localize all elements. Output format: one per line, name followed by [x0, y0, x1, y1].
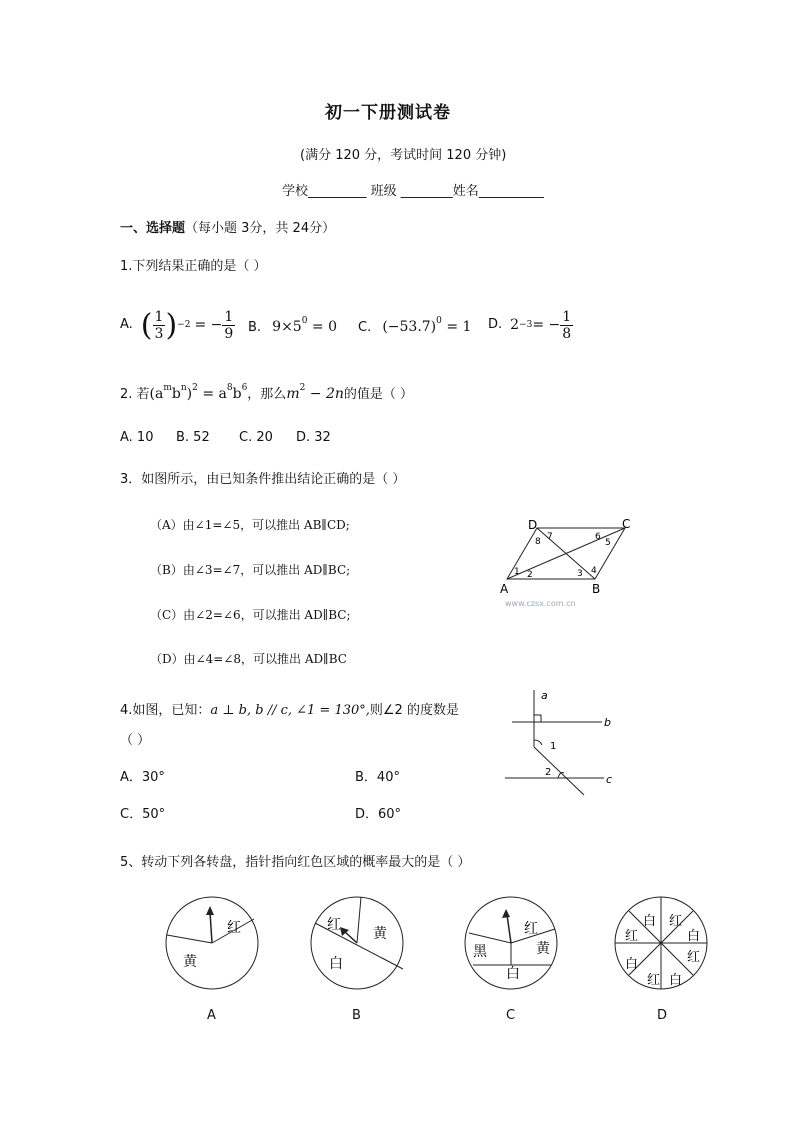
transversal — [534, 747, 584, 795]
q4-stem: 4.如图，已知：a ⊥ b, b // c, ∠1 = 130°,则∠2 的度数是 — [120, 703, 459, 718]
section-heading — [120, 220, 335, 238]
section-title: 一、选择题 — [120, 221, 186, 236]
disk-d-sector-8: 白 — [669, 973, 683, 988]
disk-d-sector-1: 白 — [643, 914, 657, 929]
q1-d-result-fraction: $\frac{1}{8}$ — [562, 308, 572, 342]
angle-3-label: 3 — [577, 569, 583, 579]
q3-option-b: （B）由∠3=∠7，可以推出 AD∥BC; — [150, 563, 351, 577]
angle-7-label: 7 — [547, 532, 553, 542]
angle-1-arc — [534, 740, 542, 745]
disk-b-sector-red: 红 — [327, 917, 341, 933]
q5-stem: 5、转动下列各转盘，指针指向红色区域的概率最大的是（ ） — [120, 855, 471, 870]
disk-a-sector-yellow: 黄 — [183, 954, 197, 970]
q1-option-a: A. ( $\frac{1}{3}$ ) −2 = − $\frac{1}{9}$ — [120, 307, 234, 343]
vertex-a-label: A — [500, 582, 509, 596]
q4-option-a: A．30° — [120, 770, 165, 785]
angle-1-label: 1 — [514, 567, 520, 577]
angle-8-label: 8 — [535, 537, 541, 547]
vertex-d-label: D — [528, 518, 538, 532]
q1-option-d: D. 2 −3 = − $\frac{1}{8}$ — [488, 308, 572, 342]
q3-parallelogram-figure — [495, 513, 640, 613]
vertex-c-label: C — [622, 517, 631, 531]
disk-b-sector-white: 白 — [329, 956, 343, 972]
line-c-label: c — [606, 773, 613, 786]
q2-option-d: D. 32 — [296, 430, 331, 445]
q2-option-a: A. 10 — [120, 430, 154, 445]
spinner-disk-a — [164, 895, 264, 995]
angle-5-label: 5 — [605, 538, 611, 548]
q1-option-b: B. $9\times 5^0 = 0$ — [248, 316, 337, 335]
student-info-line: 学校_________ 班级 ________姓名__________ — [282, 184, 544, 199]
disk-c-label: C — [506, 1008, 516, 1023]
angle-6-label: 6 — [595, 532, 601, 542]
right-angle-mark — [534, 715, 541, 722]
q1-a-result-fraction: $\frac{1}{9}$ — [224, 308, 234, 342]
q3-stem: 3．如图所示，由已知条件推出结论正确的是（ ） — [120, 472, 406, 487]
diagonal-db — [537, 528, 595, 579]
disk-b-label: B — [352, 1008, 361, 1023]
disk-d-sector-7: 红 — [647, 973, 661, 988]
section-note: （每小题 3分，共 24分） — [185, 221, 336, 236]
angle-2-label: 2 — [545, 767, 552, 778]
q4-option-b: B．40° — [355, 770, 400, 785]
disk-d-sector-2: 红 — [669, 914, 683, 929]
q2-option-b: B. 52 — [176, 430, 210, 445]
line-b-label: b — [604, 716, 611, 729]
page-title: 初一下册测试卷 — [325, 103, 451, 123]
spinner-disk-b — [309, 895, 409, 995]
spinner-disk-c — [463, 895, 563, 995]
disk-a-label: A — [207, 1008, 216, 1023]
watermark-text: www.czsx.com.cn — [505, 599, 576, 608]
disk-d-sector-3: 红 — [625, 929, 639, 944]
angle-4-label: 4 — [591, 566, 597, 576]
angle-1-label: 1 — [550, 741, 557, 752]
disk-c-sector-white: 白 — [506, 966, 520, 982]
q1-stem: 1.下列结果正确的是（ ） — [120, 259, 267, 274]
angle-2-label: 2 — [527, 570, 533, 580]
q2-option-c: C. 20 — [239, 430, 273, 445]
vertex-b-label: B — [592, 582, 601, 596]
disk-c-sector-red: 红 — [524, 921, 538, 937]
q1-a-base-fraction: $\frac{1}{3}$ — [154, 308, 164, 342]
disk-d-sector-6: 红 — [687, 950, 701, 965]
q1-option-c: C. $(-53.7)^0 = 1$ — [358, 316, 472, 335]
disk-b-sector-yellow: 黄 — [373, 926, 387, 942]
disk-d-label: D — [657, 1008, 668, 1023]
pointer-arrow — [507, 915, 511, 943]
disk-c-sector-black: 黑 — [473, 944, 487, 960]
disk-d-sector-4: 白 — [687, 929, 701, 944]
disk-d-sector-5: 白 — [625, 957, 639, 972]
q3-option-d: （D）由∠4=∠8，可以推出 AD∥BC — [150, 652, 347, 666]
q4-parallel-lines-figure — [500, 685, 625, 800]
q3-option-a: （A）由∠1=∠5，可以推出 AB∥CD; — [150, 518, 350, 532]
spinner-disk-d — [613, 895, 713, 995]
line-a-label: a — [541, 689, 548, 702]
disk-c-sector-yellow: 黄 — [536, 941, 550, 957]
disk-a-sector-red: 红 — [227, 920, 241, 936]
q4-option-c: C．50° — [120, 807, 166, 822]
q2-stem: 2. 若$(a^mb^n)^2 = a^8b^6$，那么$m^2 - 2n$的值是（ ） — [120, 383, 414, 402]
q4-option-d: D．60° — [355, 807, 402, 822]
q3-option-c: （C）由∠2=∠6，可以推出 AD∥BC; — [150, 608, 351, 622]
exam-subtitle: (满分 120 分，考试时间 120 分钟) — [300, 148, 507, 163]
pointer-arrow — [210, 912, 212, 943]
q4-answer-paren: （ ） — [120, 733, 151, 748]
